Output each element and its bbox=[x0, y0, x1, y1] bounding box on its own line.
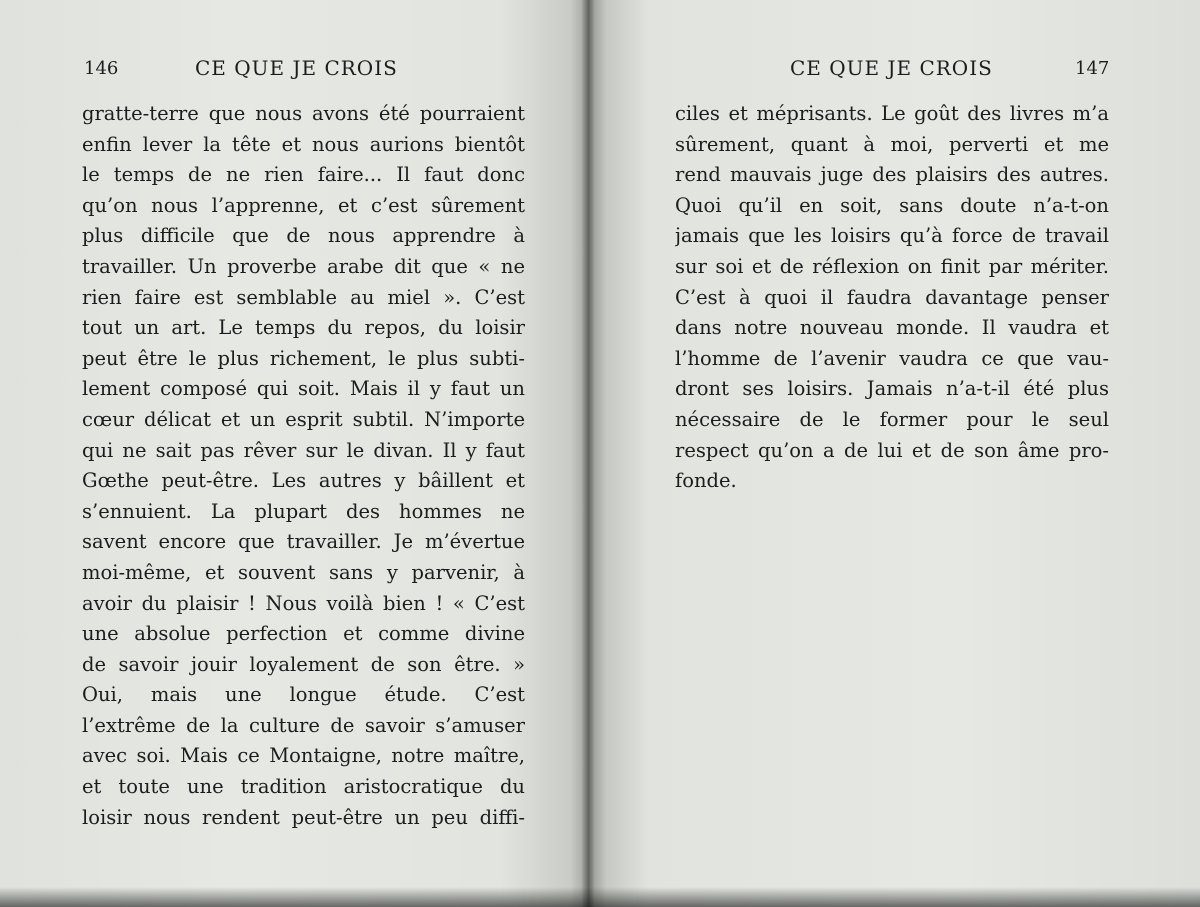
text-line: peut être le plus richement, le plus subti- bbox=[82, 346, 525, 370]
text-line: enfin lever la tête et nous aurions bientôt bbox=[82, 132, 525, 156]
text-line: rend mauvais juge des plaisirs des autres. bbox=[675, 163, 1109, 187]
text-line: l’homme de l’avenir vaudra ce que vau- bbox=[675, 346, 1109, 370]
text-line: travailler. Un proverbe arabe dit que « ne bbox=[82, 254, 525, 278]
text-line: Oui, mais une longue étude. C’est bbox=[82, 683, 525, 707]
book-gutter bbox=[582, 0, 594, 907]
text-line: sûrement, quant à moi, perverti et me bbox=[675, 132, 1109, 156]
left-page-number: 146 bbox=[84, 58, 119, 79]
bottom-shadow bbox=[0, 887, 1200, 907]
text-line: loisir nous rendent peut-être un peu diffi- bbox=[82, 805, 525, 829]
text-line: avoir du plaisir ! Nous voilà bien ! « C’est bbox=[82, 591, 525, 615]
text-line: ciles et méprisants. Le goût des livres m’a bbox=[675, 102, 1109, 125]
text-line: qui ne sait pas rêver sur le divan. Il y faut bbox=[82, 438, 525, 462]
text-line: le temps de ne rien faire... Il faut donc bbox=[82, 163, 525, 187]
text-line: tout un art. Le temps du repos, du loisir bbox=[82, 316, 525, 340]
text-line: Gœthe peut-être. Les autres y bâillent et bbox=[82, 469, 525, 493]
text-line: l’extrême de la culture de savoir s’amuser bbox=[82, 713, 525, 737]
text-line: qu’on nous l’apprenne, et c’est sûrement bbox=[82, 193, 525, 217]
text-line: avec soi. Mais ce Montaigne, notre maître, bbox=[82, 744, 525, 768]
text-line: gratte-terre que nous avons été pourraient bbox=[82, 102, 525, 125]
text-line: une absolue perfection et comme divine bbox=[82, 622, 525, 646]
text-line: s’ennuient. La plupart des hommes ne bbox=[82, 499, 525, 523]
text-line: plus difficile que de nous apprendre à bbox=[82, 224, 525, 248]
text-line: cœur délicat et un esprit subtil. N’importe bbox=[82, 407, 525, 431]
text-line: lement composé qui soit. Mais il y faut un bbox=[82, 377, 525, 401]
right-running-title: CE QUE JE CROIS bbox=[790, 56, 993, 80]
text-line: nécessaire de le former pour le seul bbox=[675, 407, 1109, 431]
text-line: sur soi et de réflexion on finit par mériter. bbox=[675, 254, 1109, 278]
right-page-body bbox=[675, 99, 1109, 497]
right-page-number: 147 bbox=[1075, 58, 1110, 79]
left-running-title: CE QUE JE CROIS bbox=[195, 56, 398, 80]
text-line: Quoi qu’il en soit, sans doute n’a-t-on bbox=[675, 193, 1109, 217]
text-line: rien faire est semblable au miel ». C’est bbox=[82, 285, 525, 309]
left-page-body bbox=[82, 99, 525, 833]
right-page bbox=[588, 0, 1200, 907]
text-line: moi-même, et souvent sans y parvenir, à bbox=[82, 560, 525, 584]
left-page bbox=[0, 0, 588, 907]
text-line: respect qu’on a de lui et de son âme pro- bbox=[675, 438, 1109, 462]
text-line: et toute une tradition aristocratique du bbox=[82, 775, 525, 799]
text-line: savent encore que travailler. Je m’évertue bbox=[82, 530, 525, 554]
text-line: jamais que les loisirs qu’à force de travail bbox=[675, 224, 1109, 248]
text-line: de savoir jouir loyalement de son être. » bbox=[82, 652, 525, 676]
text-line: dans notre nouveau monde. Il vaudra et bbox=[675, 316, 1109, 340]
text-line: fonde. bbox=[675, 469, 737, 493]
text-line: C’est à quoi il faudra davantage penser bbox=[675, 285, 1109, 309]
text-line: dront ses loisirs. Jamais n’a-t-il été plus bbox=[675, 377, 1109, 401]
